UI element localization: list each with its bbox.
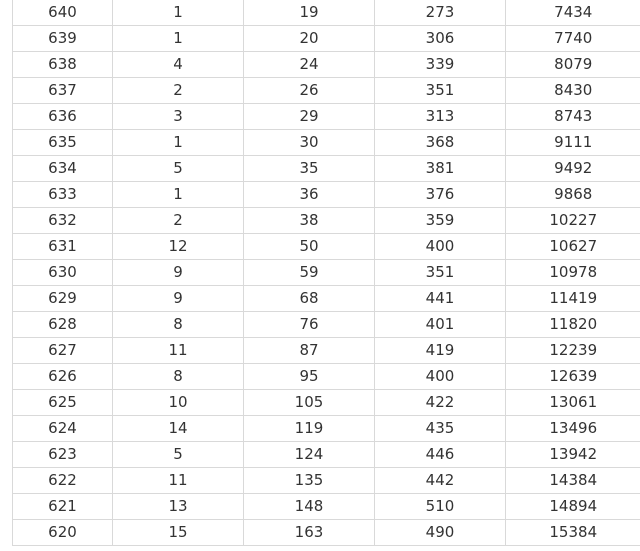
- table-cell: 640: [13, 0, 113, 26]
- table-cell: 59: [244, 260, 375, 286]
- table-cell: 124: [244, 442, 375, 468]
- table-cell: 163: [244, 520, 375, 546]
- score-table: [12, 0, 640, 546]
- table-cell: 635: [13, 130, 113, 156]
- table-cell: 442: [375, 468, 506, 494]
- table-cell: 1: [113, 130, 244, 156]
- table-cell: 9: [113, 260, 244, 286]
- table-row: [13, 104, 640, 130]
- table-cell: 510: [375, 494, 506, 520]
- table-cell: 400: [375, 364, 506, 390]
- table-cell: 76: [244, 312, 375, 338]
- table-cell: 306: [375, 26, 506, 52]
- table-cell: 351: [375, 260, 506, 286]
- table-cell: 8079: [506, 52, 640, 78]
- table-row: [13, 416, 640, 442]
- table-cell: 20: [244, 26, 375, 52]
- table-cell: 400: [375, 234, 506, 260]
- table-cell: 2: [113, 208, 244, 234]
- table-cell: 12239: [506, 338, 640, 364]
- table-cell: 105: [244, 390, 375, 416]
- table-cell: 9: [113, 286, 244, 312]
- table-cell: 273: [375, 0, 506, 26]
- table-row: [13, 208, 640, 234]
- table-cell: 1: [113, 182, 244, 208]
- table-row: [13, 520, 640, 546]
- table-cell: 11820: [506, 312, 640, 338]
- table-cell: 15: [113, 520, 244, 546]
- table-cell: 14: [113, 416, 244, 442]
- table-cell: 8: [113, 312, 244, 338]
- table-cell: 627: [13, 338, 113, 364]
- table-cell: 1: [113, 26, 244, 52]
- table-cell: 1: [113, 0, 244, 26]
- table-cell: 339: [375, 52, 506, 78]
- table-cell: 10627: [506, 234, 640, 260]
- table-cell: 119: [244, 416, 375, 442]
- table-cell: 87: [244, 338, 375, 364]
- table-cell: 419: [375, 338, 506, 364]
- table-row: [13, 0, 640, 26]
- table-cell: 4: [113, 52, 244, 78]
- table-cell: 50: [244, 234, 375, 260]
- table-cell: 13: [113, 494, 244, 520]
- table-cell: 68: [244, 286, 375, 312]
- table-cell: 631: [13, 234, 113, 260]
- table-cell: 13061: [506, 390, 640, 416]
- table-row: [13, 468, 640, 494]
- table-cell: 12: [113, 234, 244, 260]
- table-cell: 629: [13, 286, 113, 312]
- table-cell: 12639: [506, 364, 640, 390]
- table-row: [13, 260, 640, 286]
- table-row: [13, 52, 640, 78]
- table-cell: 14384: [506, 468, 640, 494]
- table-cell: 2: [113, 78, 244, 104]
- table-row: [13, 26, 640, 52]
- table-cell: 11: [113, 338, 244, 364]
- table-cell: 7434: [506, 0, 640, 26]
- table-cell: 634: [13, 156, 113, 182]
- table-row: [13, 338, 640, 364]
- table-cell: 148: [244, 494, 375, 520]
- table-cell: 24: [244, 52, 375, 78]
- table-cell: 639: [13, 26, 113, 52]
- table-cell: 636: [13, 104, 113, 130]
- table-cell: 622: [13, 468, 113, 494]
- table-row: [13, 364, 640, 390]
- table-cell: 36: [244, 182, 375, 208]
- table-cell: 38: [244, 208, 375, 234]
- table-cell: 313: [375, 104, 506, 130]
- table-row: [13, 156, 640, 182]
- score-table-container: [12, 0, 640, 551]
- table-cell: 8: [113, 364, 244, 390]
- table-cell: 624: [13, 416, 113, 442]
- table-row: [13, 78, 640, 104]
- table-cell: 9492: [506, 156, 640, 182]
- table-row: [13, 234, 640, 260]
- table-row: [13, 390, 640, 416]
- table-cell: 626: [13, 364, 113, 390]
- table-cell: 10: [113, 390, 244, 416]
- table-cell: 401: [375, 312, 506, 338]
- table-cell: 621: [13, 494, 113, 520]
- table-row: [13, 312, 640, 338]
- table-cell: 630: [13, 260, 113, 286]
- table-cell: 30: [244, 130, 375, 156]
- score-table-body: [13, 0, 640, 546]
- table-cell: 441: [375, 286, 506, 312]
- table-cell: 9111: [506, 130, 640, 156]
- table-cell: 376: [375, 182, 506, 208]
- table-cell: 5: [113, 442, 244, 468]
- table-cell: 637: [13, 78, 113, 104]
- table-cell: 359: [375, 208, 506, 234]
- table-cell: 29: [244, 104, 375, 130]
- table-cell: 135: [244, 468, 375, 494]
- table-cell: 8430: [506, 78, 640, 104]
- table-cell: 5: [113, 156, 244, 182]
- table-cell: 368: [375, 130, 506, 156]
- table-cell: 13496: [506, 416, 640, 442]
- table-row: [13, 182, 640, 208]
- table-cell: 628: [13, 312, 113, 338]
- table-row: [13, 130, 640, 156]
- table-cell: 638: [13, 52, 113, 78]
- table-cell: 446: [375, 442, 506, 468]
- table-cell: 351: [375, 78, 506, 104]
- table-cell: 14894: [506, 494, 640, 520]
- table-cell: 381: [375, 156, 506, 182]
- table-cell: 13942: [506, 442, 640, 468]
- table-cell: 8743: [506, 104, 640, 130]
- table-cell: 10227: [506, 208, 640, 234]
- table-cell: 632: [13, 208, 113, 234]
- table-row: [13, 442, 640, 468]
- table-cell: 35: [244, 156, 375, 182]
- table-cell: 11: [113, 468, 244, 494]
- table-cell: 9868: [506, 182, 640, 208]
- table-cell: 620: [13, 520, 113, 546]
- table-cell: 3: [113, 104, 244, 130]
- table-cell: 10978: [506, 260, 640, 286]
- table-cell: 95: [244, 364, 375, 390]
- table-cell: 633: [13, 182, 113, 208]
- table-cell: 623: [13, 442, 113, 468]
- table-cell: 26: [244, 78, 375, 104]
- table-cell: 19: [244, 0, 375, 26]
- table-cell: 435: [375, 416, 506, 442]
- table-row: [13, 494, 640, 520]
- table-row: [13, 286, 640, 312]
- table-cell: 422: [375, 390, 506, 416]
- table-cell: 625: [13, 390, 113, 416]
- table-cell: 7740: [506, 26, 640, 52]
- table-cell: 11419: [506, 286, 640, 312]
- table-cell: 490: [375, 520, 506, 546]
- table-cell: 15384: [506, 520, 640, 546]
